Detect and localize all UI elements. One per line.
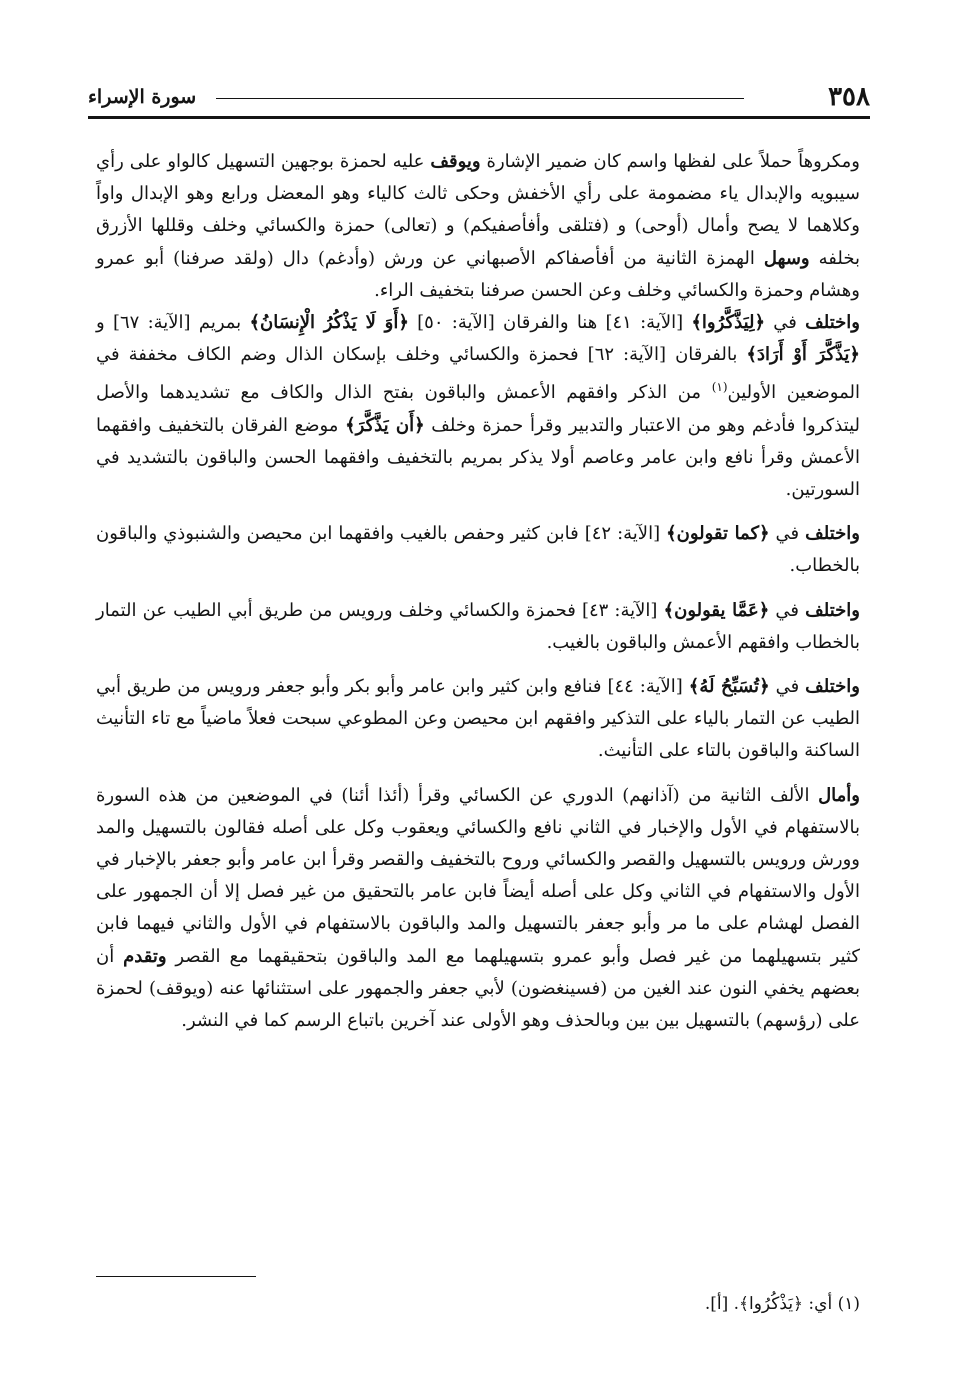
bold-term: ﴿أَوَ لَا يَذْكُرُ الْإِنسَانُ﴾ bbox=[249, 312, 409, 334]
paragraph bbox=[96, 146, 860, 307]
bold-term: ﴿كما تقولون﴾ bbox=[666, 523, 770, 545]
text-run: الهمزة الثانية من أفأصفاكم الأصبهاني عن ورش (وأدغم) دال (ولقد صرفنا) أبو عمرو وهشام وحمزة والكسائي وخلف وعن الحسن صرفنا بتخفيف الراء. bbox=[96, 247, 860, 301]
text-run: [الآية: ٤٢] فابن كثير وحفص بالغيب وافقهما ابن محيصن والشنبوذي والباقون بالخطاب. bbox=[96, 523, 860, 577]
header-rule bbox=[88, 116, 870, 119]
bold-term: ويوقف bbox=[430, 151, 481, 172]
bold-term: وأمال bbox=[818, 784, 860, 806]
text-run: [الآية: ٤٣] فحمزة والكسائي وخلف ورويس من طريق أبي الطيب عن التمار بالخطاب وافقهم الأعمش والباقون بالغيب. bbox=[96, 599, 860, 653]
text-run: بمريم [الآية: ٦٧] و bbox=[96, 312, 250, 334]
bold-term: واختلف bbox=[805, 676, 860, 698]
bold-term: ﴿يَذَّكَّرَ أَوْ أَرَادَ﴾ bbox=[746, 344, 860, 366]
bold-term: وسهل bbox=[763, 247, 810, 269]
text-run: بالفرقان [الآية: ٦٢] فحمزة والكسائي وخلف بإسكان الذال وضم الكاف مخففة في الموضعين الأولين bbox=[96, 344, 860, 404]
footnote-separator bbox=[96, 1276, 256, 1277]
body-text bbox=[96, 146, 860, 1037]
text-run: الألف الثانية من (آذانهم) الدوري عن الكسائي وقرأ (أئذا أئنا) في الموضعين من هذه السورة بالاستفهام في الأول والإخبار في الثاني نافع والكسائي ويعقوب وكل على أصله فقالون بالتسهيل والمد وورش ورويس بالتسهيل والقصر والكسائي وروح بالتخفيف والقصر وقرأ ابن عامر وأبو جعفر بالإخبار في الأول والاستفهام في الثاني وكل على أصله أيضاً فابن عامر بالتحقيق من غير فصل إلا أن الجمهور على الفصل لهشام على ما مر وأبو جعفر بالتسهيل والمد والباقون بالاستفهام في الأول والثاني فيهما فابن كثير بتسهيلهما من غير فصل وأبو عمرو بتسهيلهما مع المد والباقون بتحقيقهما مع القصر bbox=[96, 784, 860, 967]
bold-term: واختلف bbox=[805, 523, 860, 545]
footnote: (١) أي: ﴿يَذْكُرُوا﴾. [أ]. bbox=[704, 1294, 860, 1314]
paragraph bbox=[96, 307, 860, 506]
text-run: [الآية: ٤٤] فنافع وابن كثير وابن عامر وأبو بكر وأبو جعفر ورويس من طريق أبي الطيب عن التمار بالياء على التذكير وافقهم ابن محيصن وعن المطوعي سبحت فعلاً ماضياً مع تاء التأنيث الساكنة والباقون بالتاء على التأنيث. bbox=[96, 676, 860, 762]
text-run: في bbox=[769, 599, 806, 621]
text-run: عليه لحمزة بوجهين التسهيل كالواو على رأي سيبويه والإبدال ياء مضمومة على رأي الأخفش وحكى ثالث كالياء وهو المعضل ورابع وهو الإبدال واواً وكلاهما لا يصح وأمال (أوحى) و (فتلقى وأفأصفيكم) و (تعالى) حمزة والكسائي وخلف وقللها الأزرق بخلفه bbox=[96, 151, 860, 269]
text-run: من الذكر وافقهم الأعمش والباقون بفتح الذال والكاف مع تشديدهما والأصل ليتذكروا فأدغم وهو من الاعتبار والتدبير وقرأ حمزة وخلف bbox=[96, 382, 861, 436]
bold-term: ﴿لِيَذَّكَّرُوا﴾ bbox=[691, 312, 766, 334]
text-run: في bbox=[769, 676, 806, 698]
bold-term: واختلف bbox=[805, 599, 860, 621]
text-run: أن بعضهم يخفي النون عند الغين من (فسينغضون) لأبي جعفر والجمهور على استثنائها عنه (ويوقف) لحمزة على (رؤسهم) بالتسهيل بين بين وبالحذف وهو الأولى عند آخرين باتباع الرسم كما في النشر. bbox=[96, 945, 860, 1032]
text-run: [الآية: ٤١] هنا والفرقان [الآية: ٥٠] bbox=[408, 312, 692, 334]
paragraph bbox=[96, 595, 860, 659]
header-middle-rule bbox=[216, 98, 744, 99]
paragraph bbox=[96, 518, 860, 582]
paragraph bbox=[96, 671, 860, 768]
bold-term: ﴿أَن يَذَّكَّرَ﴾ bbox=[345, 414, 425, 436]
text-run: ومكروهاً حملاً على لفظها واسم كان ضمير الإشارة bbox=[480, 151, 860, 172]
footnote-marker: (١) bbox=[711, 380, 728, 395]
bold-term: واختلف bbox=[805, 312, 860, 334]
text-run: في bbox=[765, 312, 806, 334]
bold-term: ﴿تُسَبِّحُ لَهُ﴾ bbox=[688, 676, 770, 698]
bold-term: وتقدم bbox=[123, 945, 167, 967]
page-header bbox=[88, 80, 870, 120]
paragraph bbox=[96, 780, 860, 1038]
text-run: موضع الفرقان بالتخفيف وافقهما الأعمش وقرأ نافع وابن عامر وعاصم أولا يذكر بمريم بالتخفيف وافقهما الحسن والباقون بالتشديد في السورتين. bbox=[96, 414, 860, 501]
page-number: ٣٥٨ bbox=[828, 82, 870, 112]
surah-title: سورة الإسراء bbox=[88, 86, 197, 108]
bold-term: ﴿عَمَّا يقولون﴾ bbox=[663, 599, 770, 621]
text-run: في bbox=[769, 523, 806, 545]
